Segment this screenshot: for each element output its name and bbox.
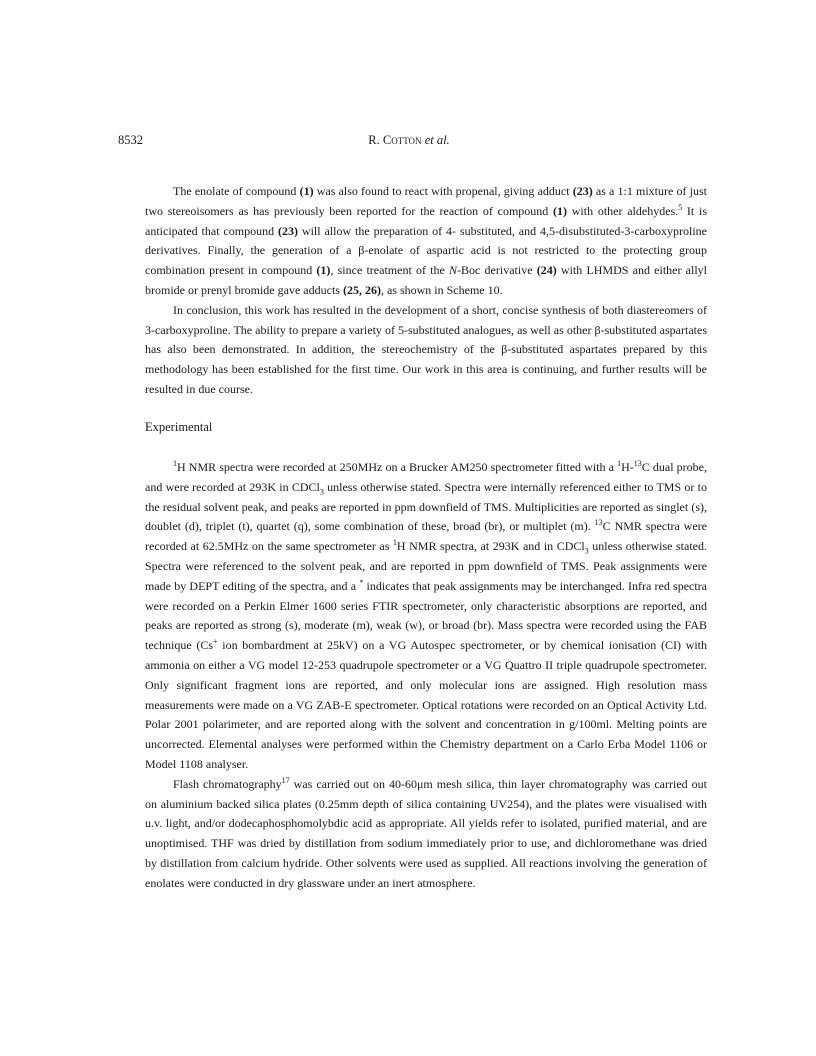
section-heading-experimental: Experimental <box>145 420 213 434</box>
paragraph-conclusion: In conclusion, this work has resulted in the development of a short, concise synthesis of both diastereomers of 3-carboxyproline. The ability to prepare a variety of 5-substituted analogues, as well as other β-substituted aspartates has also been demonstrated. In addition, the stereochemistry of the β-substituted aspartates prepared by this methodology has been established for the first time. Our work in this area is continuing, and further results will be resulted in due course. <box>145 302 707 396</box>
body-top <box>145 182 707 400</box>
page-header <box>118 133 700 151</box>
running-head <box>118 133 700 148</box>
paragraph-enolate: The enolate of compound (1) was also found to react with propenal, giving adduct (23) as a 1:1 mixture of just two stereoisomers as has previously been reported for the reaction of compound (1) with other aldehydes.$^5$ It is anticipated that compound (23) will allow the preparation of 4- substituted, and 4,5-disubstituted-3-carboxyproline derivatives. Finally, the generation of a β-enolate of aspartic acid is not restricted to the protecting group combination present in compound (1), since treatment of the N-Boc derivative (24) with LHMDS and either allyl bromide or prenyl bromide gave adducts (25, 26), as shown in Scheme 10. <box>145 184 708 297</box>
paragraph-chromatography: Flash chromatography$^{17}$ was carried out on 40-60μm mesh silica, thin layer chromatography was carried out on aluminium backed silica plates (0.25mm depth of silica containing UV254), and the plates were visualised with u.v. light, and/or dodecaphosphomolybdic acid as appropriate. All yields refer to isolated, purified material, and are unoptimised. THF was dried by distillation from sodium immediately prior to use, and dichloromethane was dried by distillation from calcium hydride. Other solvents were used as supplied. All reactions involving the generation of enolates were conducted in dry glassware under an inert atmosphere. <box>145 775 707 890</box>
running-head-etal: et al. <box>424 133 450 147</box>
running-head-author: R. Cotton <box>368 133 422 147</box>
reference-17: 17 <box>281 775 290 785</box>
paragraph-spectroscopy: $^1$H NMR spectra were recorded at 250MHz on a Brucker AM250 spectrometer fitted with a $^1$H-$^{13}$C dual probe, and were recorded at 293K in CDCl$_3$ unless otherwise stated. Spectra were internally referenced either to TMS or to the residual solvent peak, and peaks are reported in ppm downfield of TMS. Multiplicities are reported as singlet (s), doublet (d), triplet (t), quartet (q), some combination of these, broad (br), or multiplet (m). $^{13}$C NMR spectra were recorded at 62.5MHz on the same spectrometer as $^1$H NMR spectra, at 293K and in CDCl$_3$ unless otherwise stated. Spectra were referenced to the solvent peak, and are reported in ppm downfield of TMS. Peak assignments were made by DEPT editing of the spectra, and a * indicates that peak assignments may be interchanged. Infra red spectra were recorded on a Perkin Elmer 1600 series FTIR spectrometer, only characteristic absorptions are reported, and peaks are reported as strong (s), moderate (m), weak (w), or broad (br). Mass spectra were recorded using the FAB technique (Cs+ ion bombardment at 25kV) on a VG Autospec spectrometer, or by chemical ionisation (CI) with ammonia on either a VG model 12-253 quadrupole spectrometer or a VG Quattro II triple quadrupole spectrometer. Only significant fragment ions are reported, and only molecular ions are assigned. High resolution mass measurements were made on a VG ZAB-E spectrometer. Optical rotations were recorded on an Optical Activity Ltd. Polar 2001 polarimeter, and are reported along with the solvent and concentration in g/100ml. Melting points are uncorrected. Elemental analyses were performed within the Chemistry department on a Carlo Erba Model 1106 or Model 1108 analyser. <box>145 459 708 771</box>
body-experimental <box>145 458 707 894</box>
page-number: 8532 <box>118 133 143 147</box>
reference-5: 5 <box>678 202 683 212</box>
